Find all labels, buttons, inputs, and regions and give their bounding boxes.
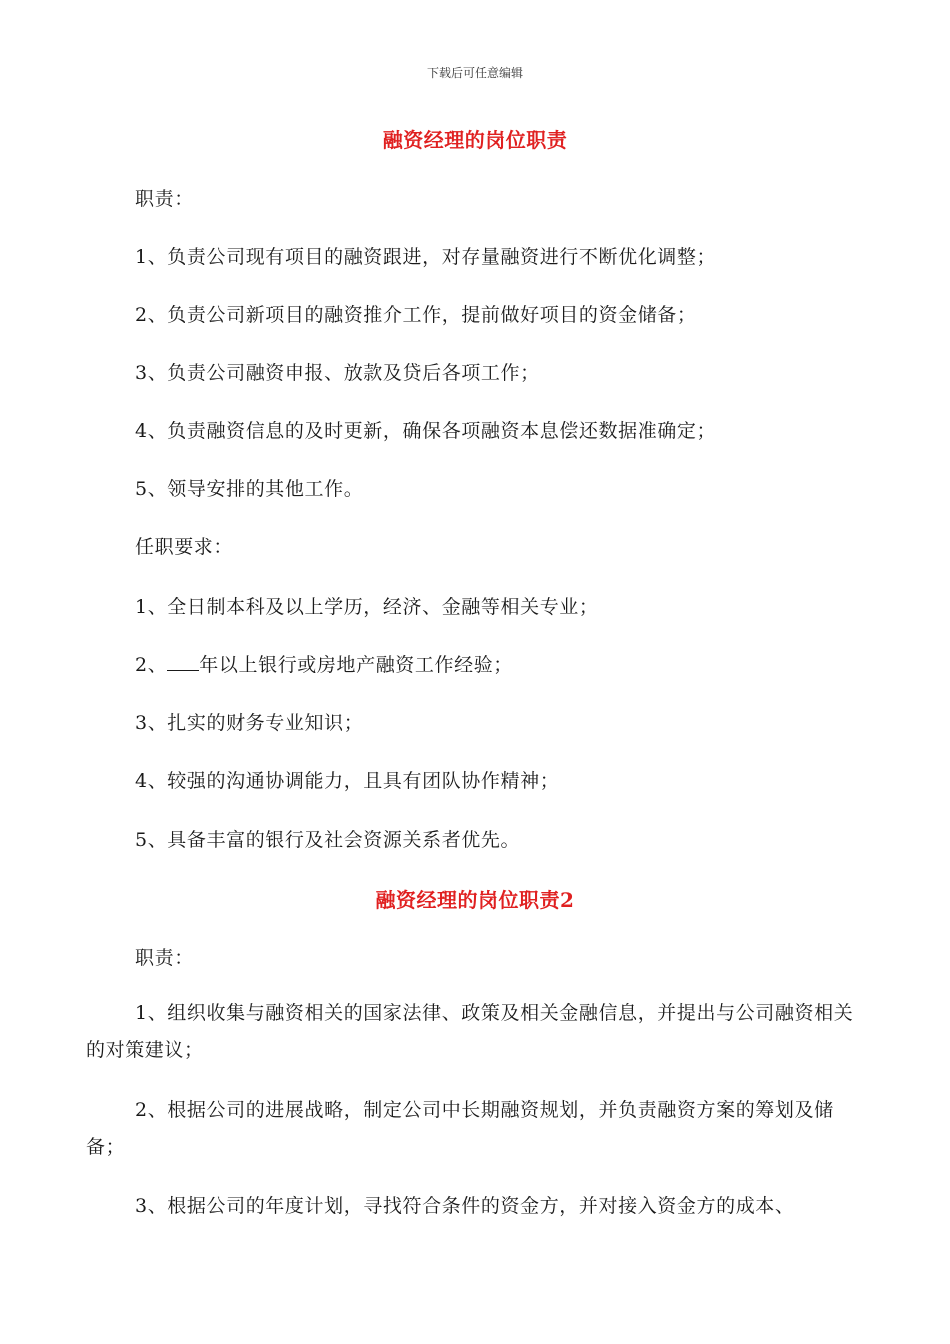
duties-heading: 职责： — [135, 947, 194, 969]
duty-item: 3、负责公司融资申报、放款及贷后各项工作； — [135, 362, 540, 384]
duty-item: 5、领导安排的其他工作。 — [135, 478, 364, 500]
requirement-item: 4、较强的沟通协调能力，且具有团队协作精神； — [135, 770, 560, 792]
requirement-item: 1、全日制本科及以上学历，经济、金融等相关专业； — [135, 596, 599, 618]
duty-paragraph: 1、组织收集与融资相关的国家法律、政策及相关金融信息，并提出与公司融资相关的对策建议； — [86, 1002, 854, 1061]
duty-item: 2、负责公司新项目的融资推介工作，提前做好项目的资金储备； — [135, 304, 697, 326]
requirement-number: 2、 — [135, 654, 168, 676]
requirement-item: 3、扎实的财务专业知识； — [135, 712, 364, 734]
requirement-text: 年以上银行或房地产融资工作经验； — [199, 654, 513, 676]
duty-item: 1、负责公司现有项目的融资跟进，对存量融资进行不断优化调整； — [135, 246, 717, 268]
duty-paragraph: 2、根据公司的进展战略，制定公司中长期融资规划，并负责融资方案的筹划及储备； — [86, 1099, 834, 1158]
requirement-item — [135, 650, 513, 677]
duties-heading: 职责： — [135, 188, 194, 210]
section-2-title: 融资经理的岗位职责2 — [375, 888, 575, 912]
section-1-title: 融资经理的岗位职责 — [382, 128, 568, 152]
duty-paragraph: 3、根据公司的年度计划，寻找符合条件的资金方，并对接入资金方的成本、 — [135, 1195, 795, 1217]
duty-item: 4、负责融资信息的及时更新，确保各项融资本息偿还数据准确定； — [135, 420, 717, 442]
requirement-item: 5、具备丰富的银行及社会资源关系者优先。 — [135, 829, 521, 851]
header-note: 下载后可任意编辑 — [426, 66, 523, 80]
requirements-heading: 任职要求： — [135, 536, 234, 558]
fill-in-blank — [167, 652, 199, 671]
